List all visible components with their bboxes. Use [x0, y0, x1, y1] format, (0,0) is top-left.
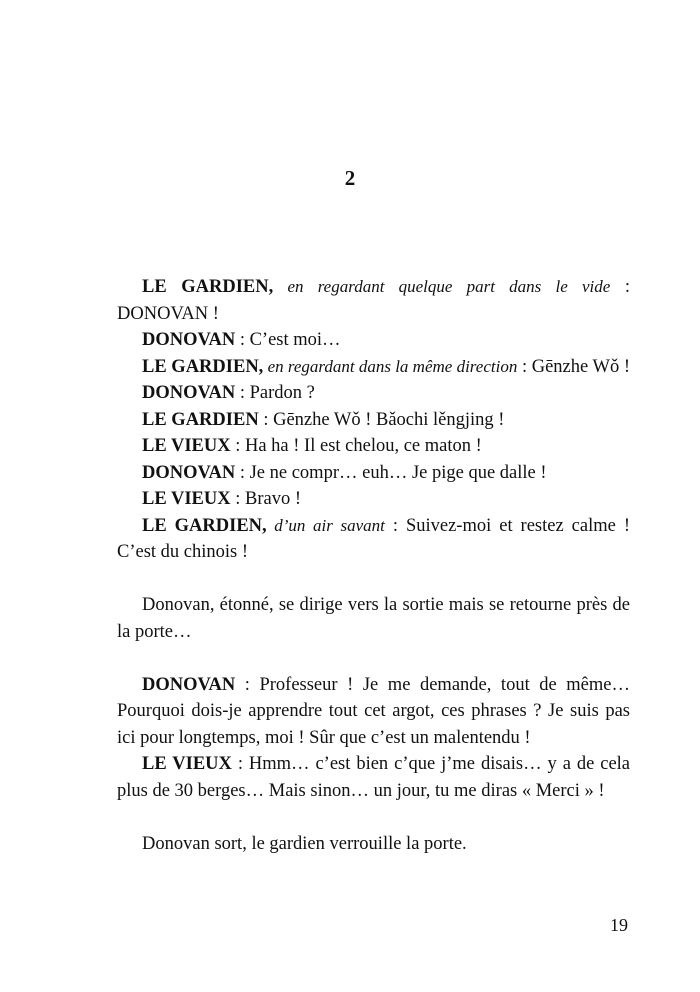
dialogue-text: : Ha ha ! Il est chelou, ce maton !	[230, 436, 482, 456]
dialogue-text: : C’est moi…	[235, 330, 341, 350]
narration: Donovan sort, le gardien verrouille la porte.	[142, 833, 467, 854]
dialogue-line	[117, 274, 630, 327]
dialogue-line	[117, 327, 630, 354]
dialogue-text: : Professeur ! Je me demande, tout de même… Pourquoi dois-je apprendre tout cet argot, ces phrases ? Je suis pas ici pour longtemps, moi ! Sûr que c’est un malentendu !	[117, 674, 630, 748]
speaker-name: LE VIEUX	[142, 489, 231, 509]
speaker-name: DONOVAN	[142, 674, 236, 695]
page-number: 19	[610, 915, 628, 935]
speaker-name: LE GARDIEN,	[142, 356, 264, 377]
dialogue-text: : DONOVAN !	[117, 277, 630, 324]
stage-direction: en regardant dans la même direction	[263, 356, 518, 376]
stage-direction: en regardant quelque part dans le vide	[273, 277, 611, 296]
dialogue-line	[117, 672, 630, 752]
dialogue-line	[117, 751, 630, 804]
speaker-name: LE VIEUX	[142, 754, 232, 774]
speaker-name: LE GARDIEN,	[142, 515, 267, 536]
speaker-name: DONOVAN	[142, 383, 236, 403]
dialogue-line	[117, 407, 630, 434]
chapter-number: 2	[344, 166, 356, 190]
dialogue-text: : Suivez-moi et restez calme ! C’est du chinois !	[117, 515, 630, 562]
dialogue-text: : Gēnzhe Wǒ !	[517, 356, 630, 377]
dialogue-line	[117, 354, 630, 381]
speaker-name: LE GARDIEN,	[142, 277, 274, 297]
dialogue-text: : Je ne compr… euh… Je pige que dalle !	[235, 462, 547, 483]
dialogue-text: : Bravo !	[230, 489, 301, 509]
dialogue-text: : Pardon ?	[235, 383, 315, 403]
speaker-name: LE VIEUX	[142, 436, 231, 456]
dialogue-line	[117, 380, 630, 407]
dialogue-text: : Hmm… c’est bien c’que j’me disais… y a de cela plus de 30 berges… Mais sinon… un jour, tu me diras « Merci » !	[117, 754, 631, 801]
stage-direction: d’un air savant	[266, 515, 385, 535]
dialogue-line	[117, 486, 630, 513]
speaker-name: LE GARDIEN	[142, 409, 259, 430]
narration: Donovan, étonné, se dirige vers la sortie mais se retourne près de la porte…	[117, 595, 630, 642]
dialogue-line	[117, 433, 630, 460]
dialogue-line	[117, 513, 630, 566]
dialogue-text: : Gēnzhe Wǒ ! Bǎochi lěngjing !	[258, 409, 505, 430]
dialogue-line	[117, 460, 630, 487]
speaker-name: DONOVAN	[142, 462, 236, 483]
page-text	[117, 274, 630, 857]
speaker-name: DONOVAN	[142, 330, 236, 350]
